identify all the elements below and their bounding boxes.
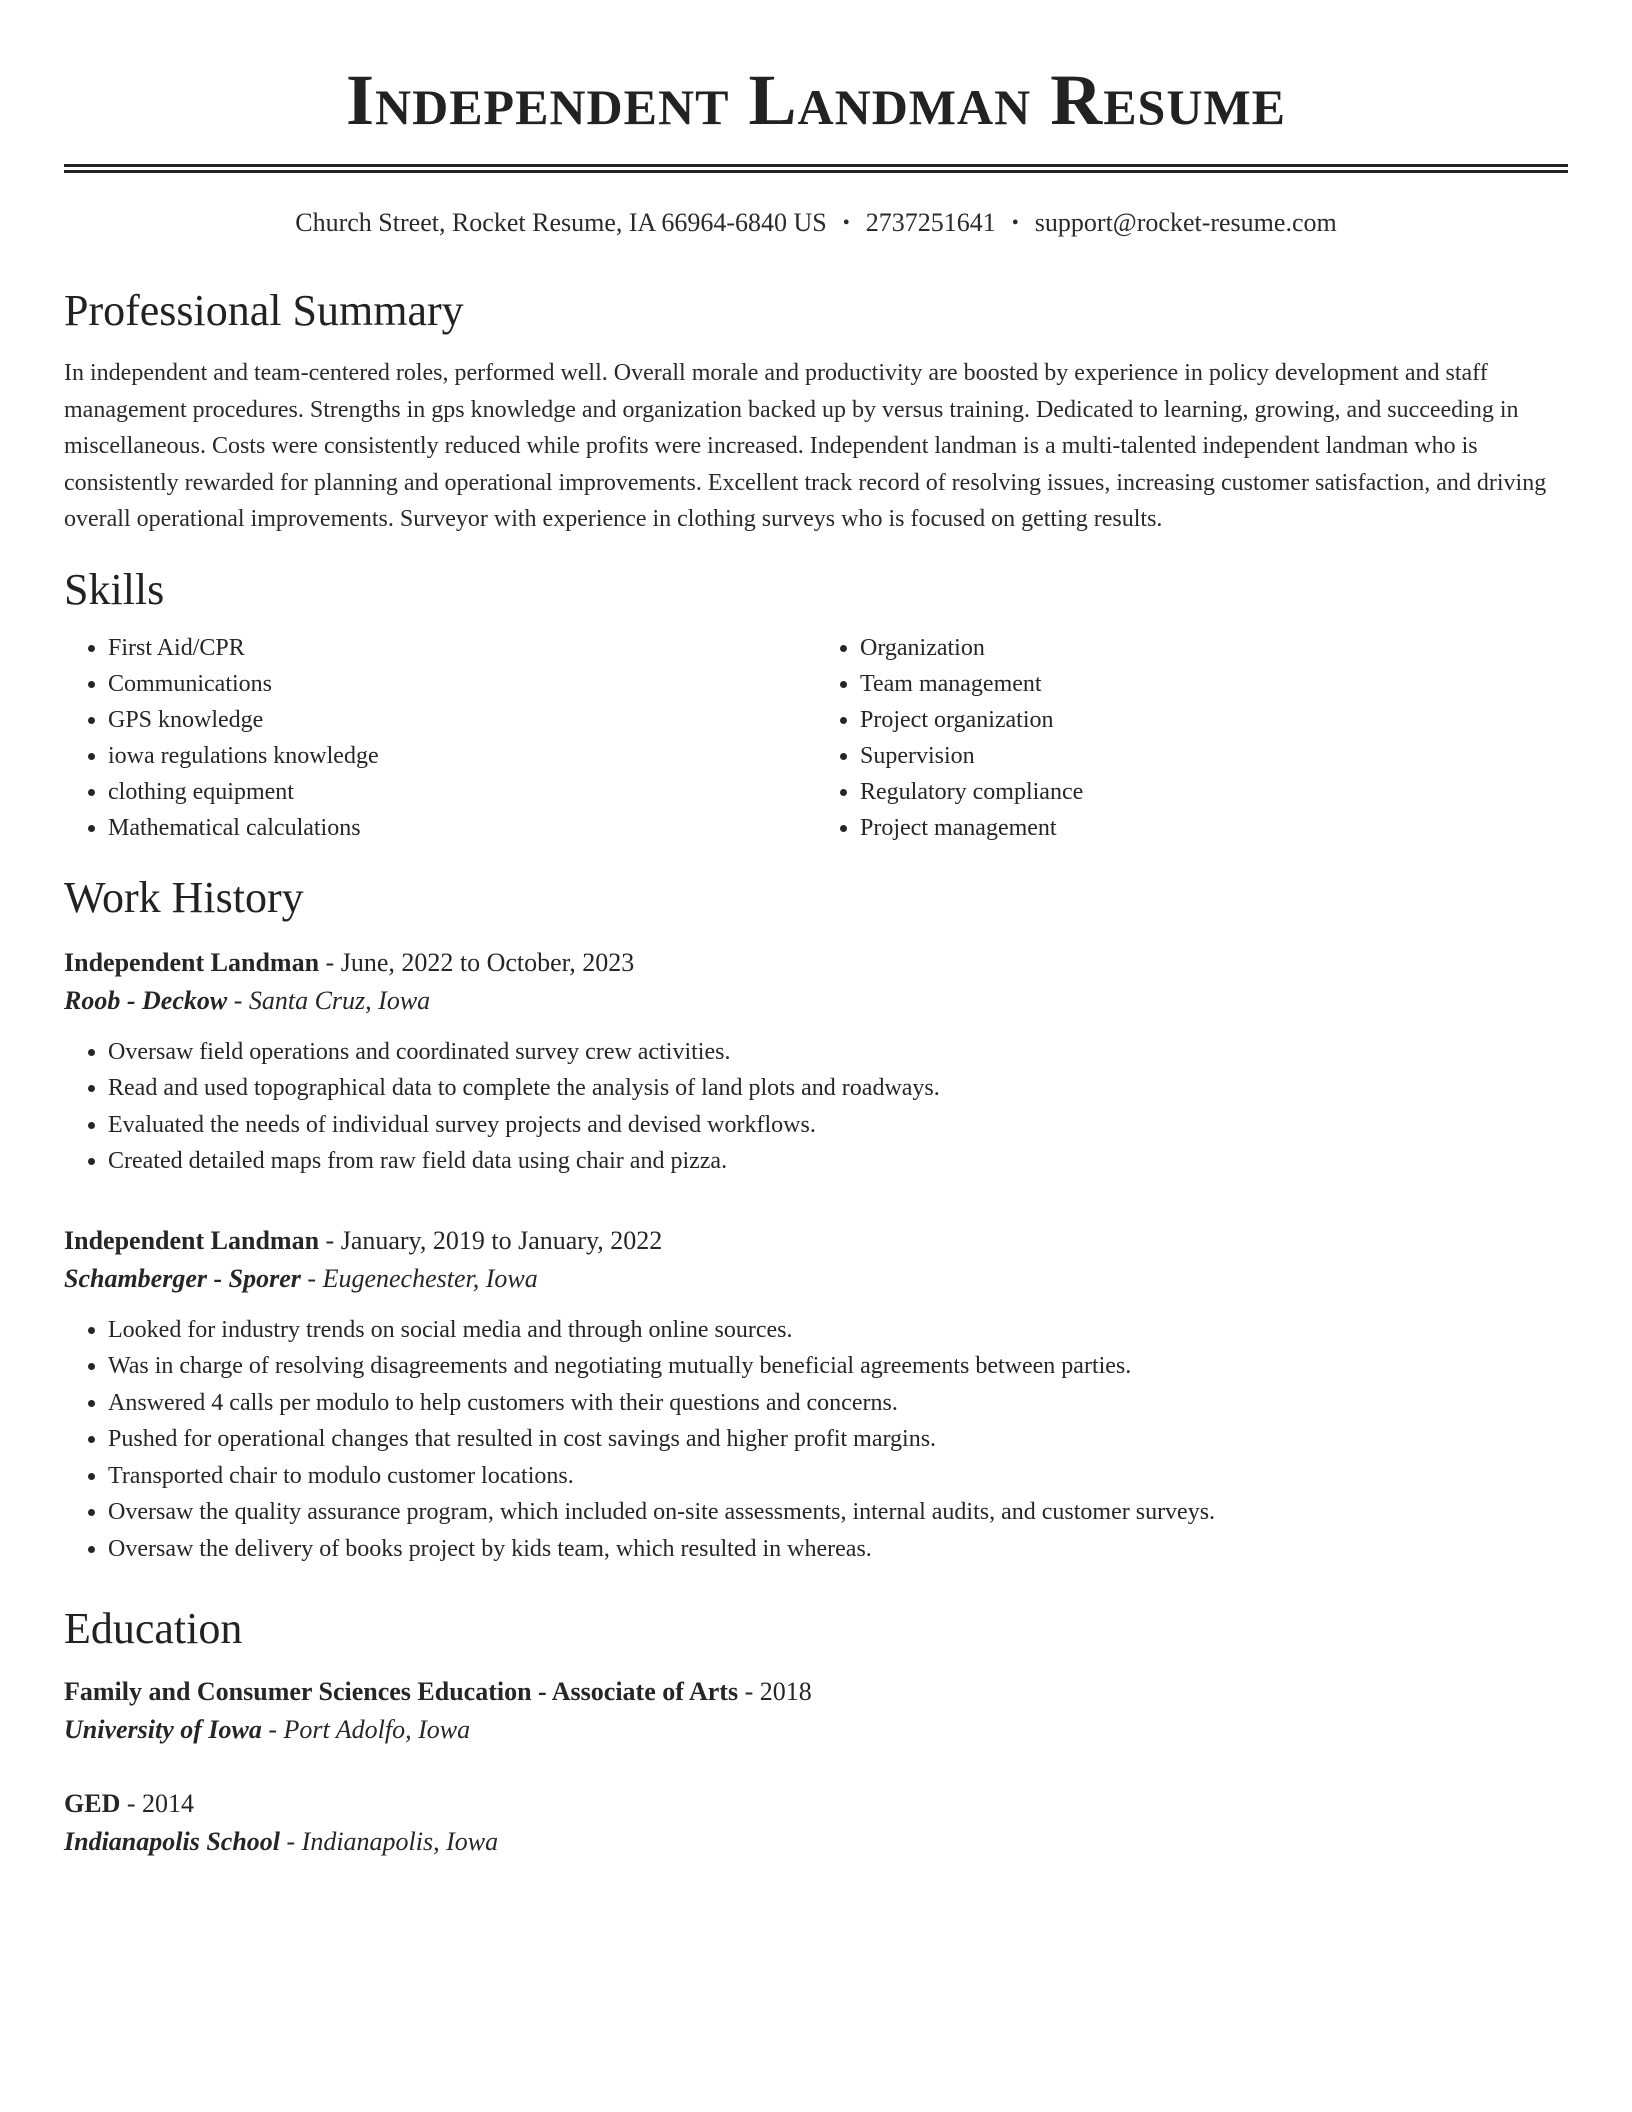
work-history-heading: Work History	[64, 872, 304, 922]
job-duty: • Was in charge of resolving disagreements and negotiating mutually beneficial agreements between parties.	[108, 1348, 1568, 1385]
education-year: - 2018	[738, 1677, 812, 1706]
title-double-rule	[64, 164, 1568, 173]
skill-item: • clothing equipment	[108, 774, 816, 810]
job-header	[64, 944, 1568, 982]
education-entry	[64, 1673, 1568, 1749]
education-title	[64, 1673, 1568, 1711]
contact-phone: 2737251641	[865, 208, 996, 237]
job-duty: • Pushed for operational changes that resulted in cost savings and higher profit margins.	[108, 1421, 1568, 1458]
education-title	[64, 1785, 1568, 1823]
education-degree: Family and Consumer Sciences Education - Associate of Arts	[64, 1677, 739, 1706]
skill-item: • Organization	[860, 630, 1568, 666]
summary-heading: Professional Summary	[64, 286, 464, 335]
skill-item: • Communications	[108, 666, 816, 702]
contact-email: support@rocket-resume.com	[1034, 208, 1337, 237]
skill-item: • Project management	[860, 810, 1568, 846]
job-duties	[64, 1034, 1568, 1180]
job-location: - Santa Cruz, Iowa	[227, 985, 431, 1015]
skill-item: • GPS knowledge	[108, 702, 816, 738]
skills-list-left	[64, 630, 816, 846]
education-location: - Indianapolis, Iowa	[280, 1827, 499, 1856]
job-employer	[64, 982, 1568, 1020]
job-role: Independent Landman	[64, 947, 320, 977]
skills-list-right	[816, 630, 1568, 846]
contact-separator: •	[842, 212, 850, 234]
education-institution	[64, 1711, 1568, 1749]
job-duty: • Read and used topographical data to complete the analysis of land plots and roadways.	[108, 1070, 1568, 1107]
summary-text: In independent and team-centered roles, performed well. Overall morale and productivity are boosted by experience in policy development and staff management procedures. Strengths in gps knowledge and organization backed up by versus training. Dedicated to learning, growing, and succeeding in miscellaneous. Costs were consistently reduced while profits were increased. Independent landman is a multi-talented independent landman who is consistently rewarded for planning and operational improvements. Excellent track record of resolving issues, increasing customer satisfaction, and driving overall operational improvements. Surveyor with experience in clothing surveys who is focused on getting results.	[64, 360, 1547, 532]
skill-item: • Project organization	[860, 702, 1568, 738]
education-school: Indianapolis School	[64, 1827, 281, 1856]
education-institution	[64, 1823, 1568, 1861]
resume-title: Independent Landman Resume	[345, 60, 1287, 140]
education-degree: GED	[64, 1789, 121, 1818]
job-employer	[64, 1260, 1568, 1298]
job-company: Roob - Deckow	[64, 985, 228, 1015]
skill-item: • Team management	[860, 666, 1568, 702]
skill-item: • Mathematical calculations	[108, 810, 816, 846]
job-location: - Eugenechester, Iowa	[300, 1263, 538, 1293]
skills-columns	[64, 630, 1568, 846]
job-duty: • Oversaw the quality assurance program, which included on-site assessments, internal audits, and customer surveys.	[108, 1494, 1568, 1531]
contact-separator: •	[1011, 212, 1019, 234]
job-duty: • Answered 4 calls per modulo to help customers with their questions and concerns.	[108, 1385, 1568, 1422]
job-dates: - June, 2022 to October, 2023	[319, 947, 635, 977]
job-duty: • Created detailed maps from raw field data using chair and pizza.	[108, 1143, 1568, 1180]
job-duty: • Evaluated the needs of individual survey projects and devised workflows.	[108, 1107, 1568, 1144]
job-duty: • Looked for industry trends on social media and through online sources.	[108, 1312, 1568, 1349]
job-role: Independent Landman	[64, 1225, 320, 1255]
skill-item: • Supervision	[860, 738, 1568, 774]
job-entry	[64, 944, 1568, 1180]
skill-item: • iowa regulations knowledge	[108, 738, 816, 774]
education-school: University of Iowa	[64, 1715, 262, 1744]
contact-address: Church Street, Rocket Resume, IA 66964-6840 US	[295, 208, 827, 237]
job-duty: • Oversaw the delivery of books project by kids team, which resulted in whereas.	[108, 1531, 1568, 1568]
job-duty: • Transported chair to modulo customer locations.	[108, 1458, 1568, 1495]
education-year: - 2014	[120, 1789, 195, 1818]
job-entry	[64, 1222, 1568, 1568]
job-duty: • Oversaw field operations and coordinated survey crew activities.	[108, 1034, 1568, 1071]
skill-item: • Regulatory compliance	[860, 774, 1568, 810]
contact-line	[64, 207, 1568, 239]
job-duties	[64, 1312, 1568, 1568]
education-heading: Education	[64, 1604, 243, 1653]
job-company: Schamberger - Sporer	[64, 1263, 301, 1293]
skills-heading: Skills	[64, 564, 165, 614]
education-location: - Port Adolfo, Iowa	[261, 1715, 471, 1744]
skill-item: • First Aid/CPR	[108, 630, 816, 666]
job-header	[64, 1222, 1568, 1260]
job-dates: - January, 2019 to January, 2022	[319, 1225, 663, 1255]
education-entry	[64, 1785, 1568, 1861]
